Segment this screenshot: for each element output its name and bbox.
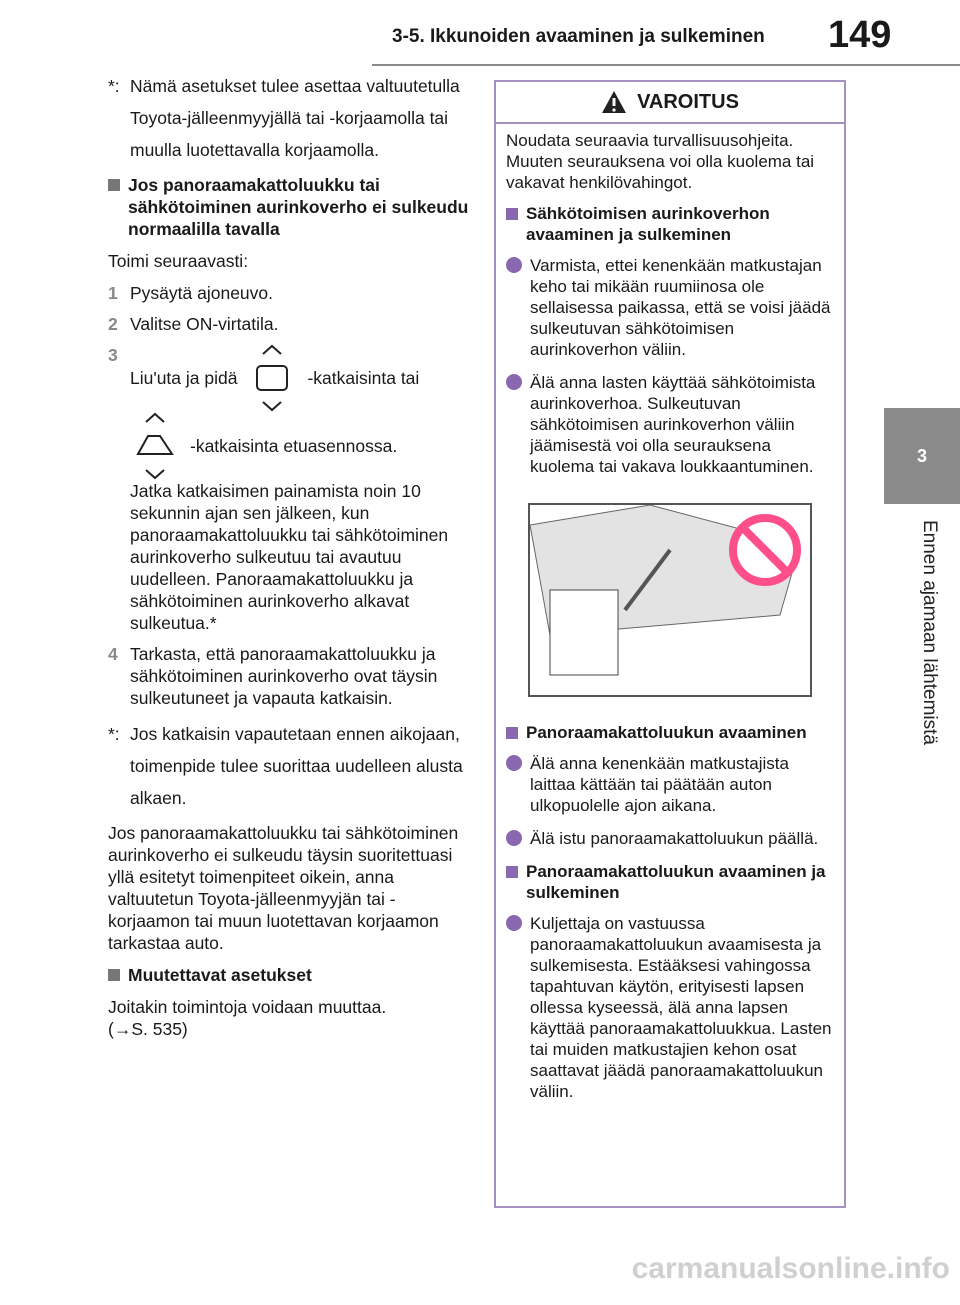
step-3-detail: Jatka katkaisimen painamista noin 10 sekunnin ajan sen jälkeen, kun panoraamakattoluukku tai sähkötoiminen aurinkoverho sulkeutuu tai avautuu uudelleen. Panoraamakattoluukku ja sähkötoiminen aurinkoverho alkavat sulkeutua.* <box>130 481 449 633</box>
warning-triangle-icon <box>601 90 627 114</box>
heading-closure: Jos panoraamakattoluukku tai sähkötoiminen aurinkoverho ei sulkeudu normaalilla tavalla <box>108 174 470 240</box>
switch-icon <box>247 344 297 412</box>
warning-bullet: Älä istu panoraamakattoluukun päällä. <box>506 828 834 849</box>
step-1: 1 Pysäytä ajoneuvo. <box>108 283 274 303</box>
warning-bullet: Kuljettaja on vastuussa panoraamakattoluukun avaamisesta ja sulkemisesta. Estääksesi vahingossa tapahtuvan käytön, erityisesti lapsen ollessa kyseessä, älä anna lapsen käyttää panoraamakattoluukkua. Lasten tai muiden matkustajien kehon osat saattavat jäädä panoraamakattoluukun väliin. <box>506 913 834 1102</box>
watermark: carmanualsonline.info <box>631 1252 950 1285</box>
chapter-title: Ennen ajamaan lähtemistä <box>919 520 940 745</box>
sunshade-icon <box>130 412 180 480</box>
warning-bullet: Älä anna kenenkään matkustajista laittaa kättään tai päätään auton ulkopuolelle ajon aikana. <box>506 753 834 816</box>
warning-title: VAROITUS <box>637 90 739 113</box>
warning-intro: Noudata seuraavia turvallisuusohjeita. Muuten seurauksena voi olla kuolema tai vakavat henkilövahingot. <box>506 131 815 192</box>
settings-text: Joitakin toimintoja voidaan muuttaa. <box>108 997 387 1017</box>
roof-warning-illustration <box>528 503 812 697</box>
step-3: 3 Liu'uta ja pidä -katkaisinta tai -katkaisinta etuasennossa. Jatka katkaisimen painamista noin 10 sekunnin ajan sen jälkeen, kun panoraamakattoluukku tai sähkötoiminen aurinkoverho sulkeutuu tai avautuu uudelleen. Panoraamakattoluukku ja sähkötoiminen aurinkoverho alkavat sulkeutua.* <box>108 344 470 634</box>
step-4: 4 Tarkasta, että panoraamakattoluukku ja sähkötoiminen aurinkoverho ovat täysin sulkeutuneet ja vapauta katkaisin. <box>108 644 438 708</box>
closure-paragraph: Jos panoraamakattoluukku tai sähkötoiminen aurinkoverho ei sulkeudu täysin suoritettuasi yllä esitetyt toimenpiteet oikein, anna valtuutetun Toyota-jälleenmyyjän tai -korjaamon tai muun luotettavan korjaamon tarkastaa auto. <box>108 823 459 953</box>
chapter-tab: 3 <box>884 408 960 504</box>
footnote-top: *: Nämä asetukset tulee asettaa valtuutetulla Toyota-jälleenmyyjällä tai -korjaamolla tai muulla luotettavalla korjaamolla. <box>108 76 460 160</box>
heading-settings: Muutettavat asetukset <box>108 964 470 986</box>
left-column <box>108 70 470 1050</box>
page-header: 3-5. Ikkunoiden avaaminen ja sulkeminen <box>392 26 765 47</box>
warning-heading-sunshade: Sähkötoimisen aurinkoverhon avaaminen ja sulkeminen <box>506 203 834 245</box>
warning-header <box>496 82 844 124</box>
warning-bullet: Varmista, ettei kenenkään matkustajan keho tai mikään ruumiinosa ole sellaisessa paikassa, että se voisi jäädä sulkeutuvan sähkötoimisen aurinkoverhon väliin. <box>506 255 834 360</box>
warning-body <box>496 124 844 1102</box>
step-2: 2 Valitse ON-virtatila. <box>108 314 279 334</box>
intro-text: Toimi seuraavasti: <box>108 251 249 271</box>
footnote-two: *: Jos katkaisin vapautetaan ennen aikojaan, toimenpide tulee suorittaa uudelleen alusta alkaen. <box>108 724 463 808</box>
page-reference-link[interactable]: (→S. 535) <box>108 1019 188 1039</box>
warning-box <box>494 80 846 1208</box>
warning-bullet: Älä anna lasten käyttää sähkötoimista aurinkoverhoa. Sulkeutuvan sähkötoimisen aurinkoverhon väliin jäämisestä voi olla seurauksena kuolema tai vakava loukkaantuminen. <box>506 372 834 477</box>
warning-heading-opening: Panoraamakattoluukun avaaminen <box>506 722 834 743</box>
warning-heading-operation: Panoraamakattoluukun avaaminen ja sulkeminen <box>506 861 834 903</box>
page-number: 149 <box>828 14 892 56</box>
